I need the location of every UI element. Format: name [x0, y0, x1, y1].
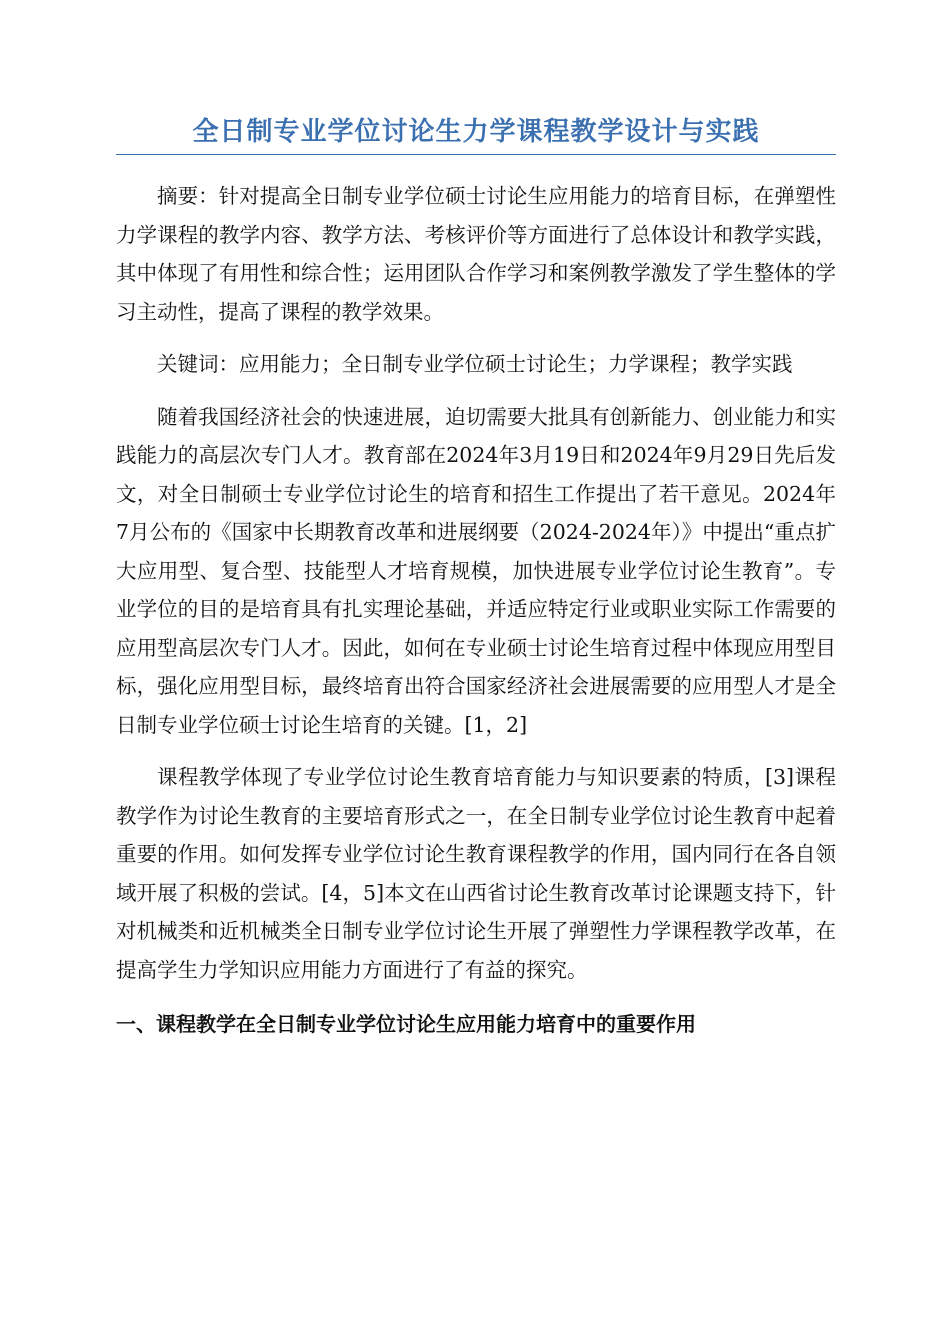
keywords-paragraph: 关键词：应用能力；全日制专业学位硕士讨论生；力学课程；教学实践: [157, 352, 793, 376]
section-heading: 一、课程教学在全日制专业学位讨论生应用能力培育中的重要作用: [116, 1012, 696, 1036]
document-page: [116, 112, 836, 1043]
abstract-paragraph: 摘要：针对提高全日制专业学位硕士讨论生应用能力的培育目标，在弹塑性力学课程的教学内容、教学方法、考核评价等方面进行了总体设计和教学实践，其中体现了有用性和综合性；运用团队合作学习和案例教学激发了学生整体的学习主动性，提高了课程的教学效果。: [116, 184, 836, 324]
body-paragraph-2: 课程教学体现了专业学位讨论生教育培育能力与知识要素的特质，[3]课程教学作为讨论生教育的主要培育形式之一，在全日制专业学位讨论生教育中起着重要的作用。如何发挥专业学位讨论生教育课程教学的作用，国内同行在各自领域开展了积极的尝试。[4，5]本文在山西省讨论生教育改革讨论课题支持下，针对机械类和近机械类全日制专业学位讨论生开展了弹塑性力学课程教学改革，在提高学生力学知识应用能力方面进行了有益的探究。: [116, 765, 836, 982]
body-paragraph-1: 随着我国经济社会的快速进展，迫切需要大批具有创新能力、创业能力和实践能力的高层次专门人才。教育部在2024年3月19日和2024年9月29日先后发文，对全日制硕士专业学位讨论生的培育和招生工作提出了若干意见。2024年7月公布的《国家中长期教育改革和进展纲要（2024-2024年）》中提出“重点扩大应用型、复合型、技能型人才培育规模，加快进展专业学位讨论生教育”。专业学位的目的是培育具有扎实理论基础，并适应特定行业或职业实际工作需要的应用型高层次专门人才。因此，如何在专业硕士讨论生培育过程中体现应用型目标，强化应用型目标，最终培育出符合国家经济社会进展需要的应用型人才是全日制专业学位硕士讨论生培育的关键。[1，2]: [116, 404, 836, 737]
document-title: 全日制专业学位讨论生力学课程教学设计与实践: [116, 112, 836, 155]
